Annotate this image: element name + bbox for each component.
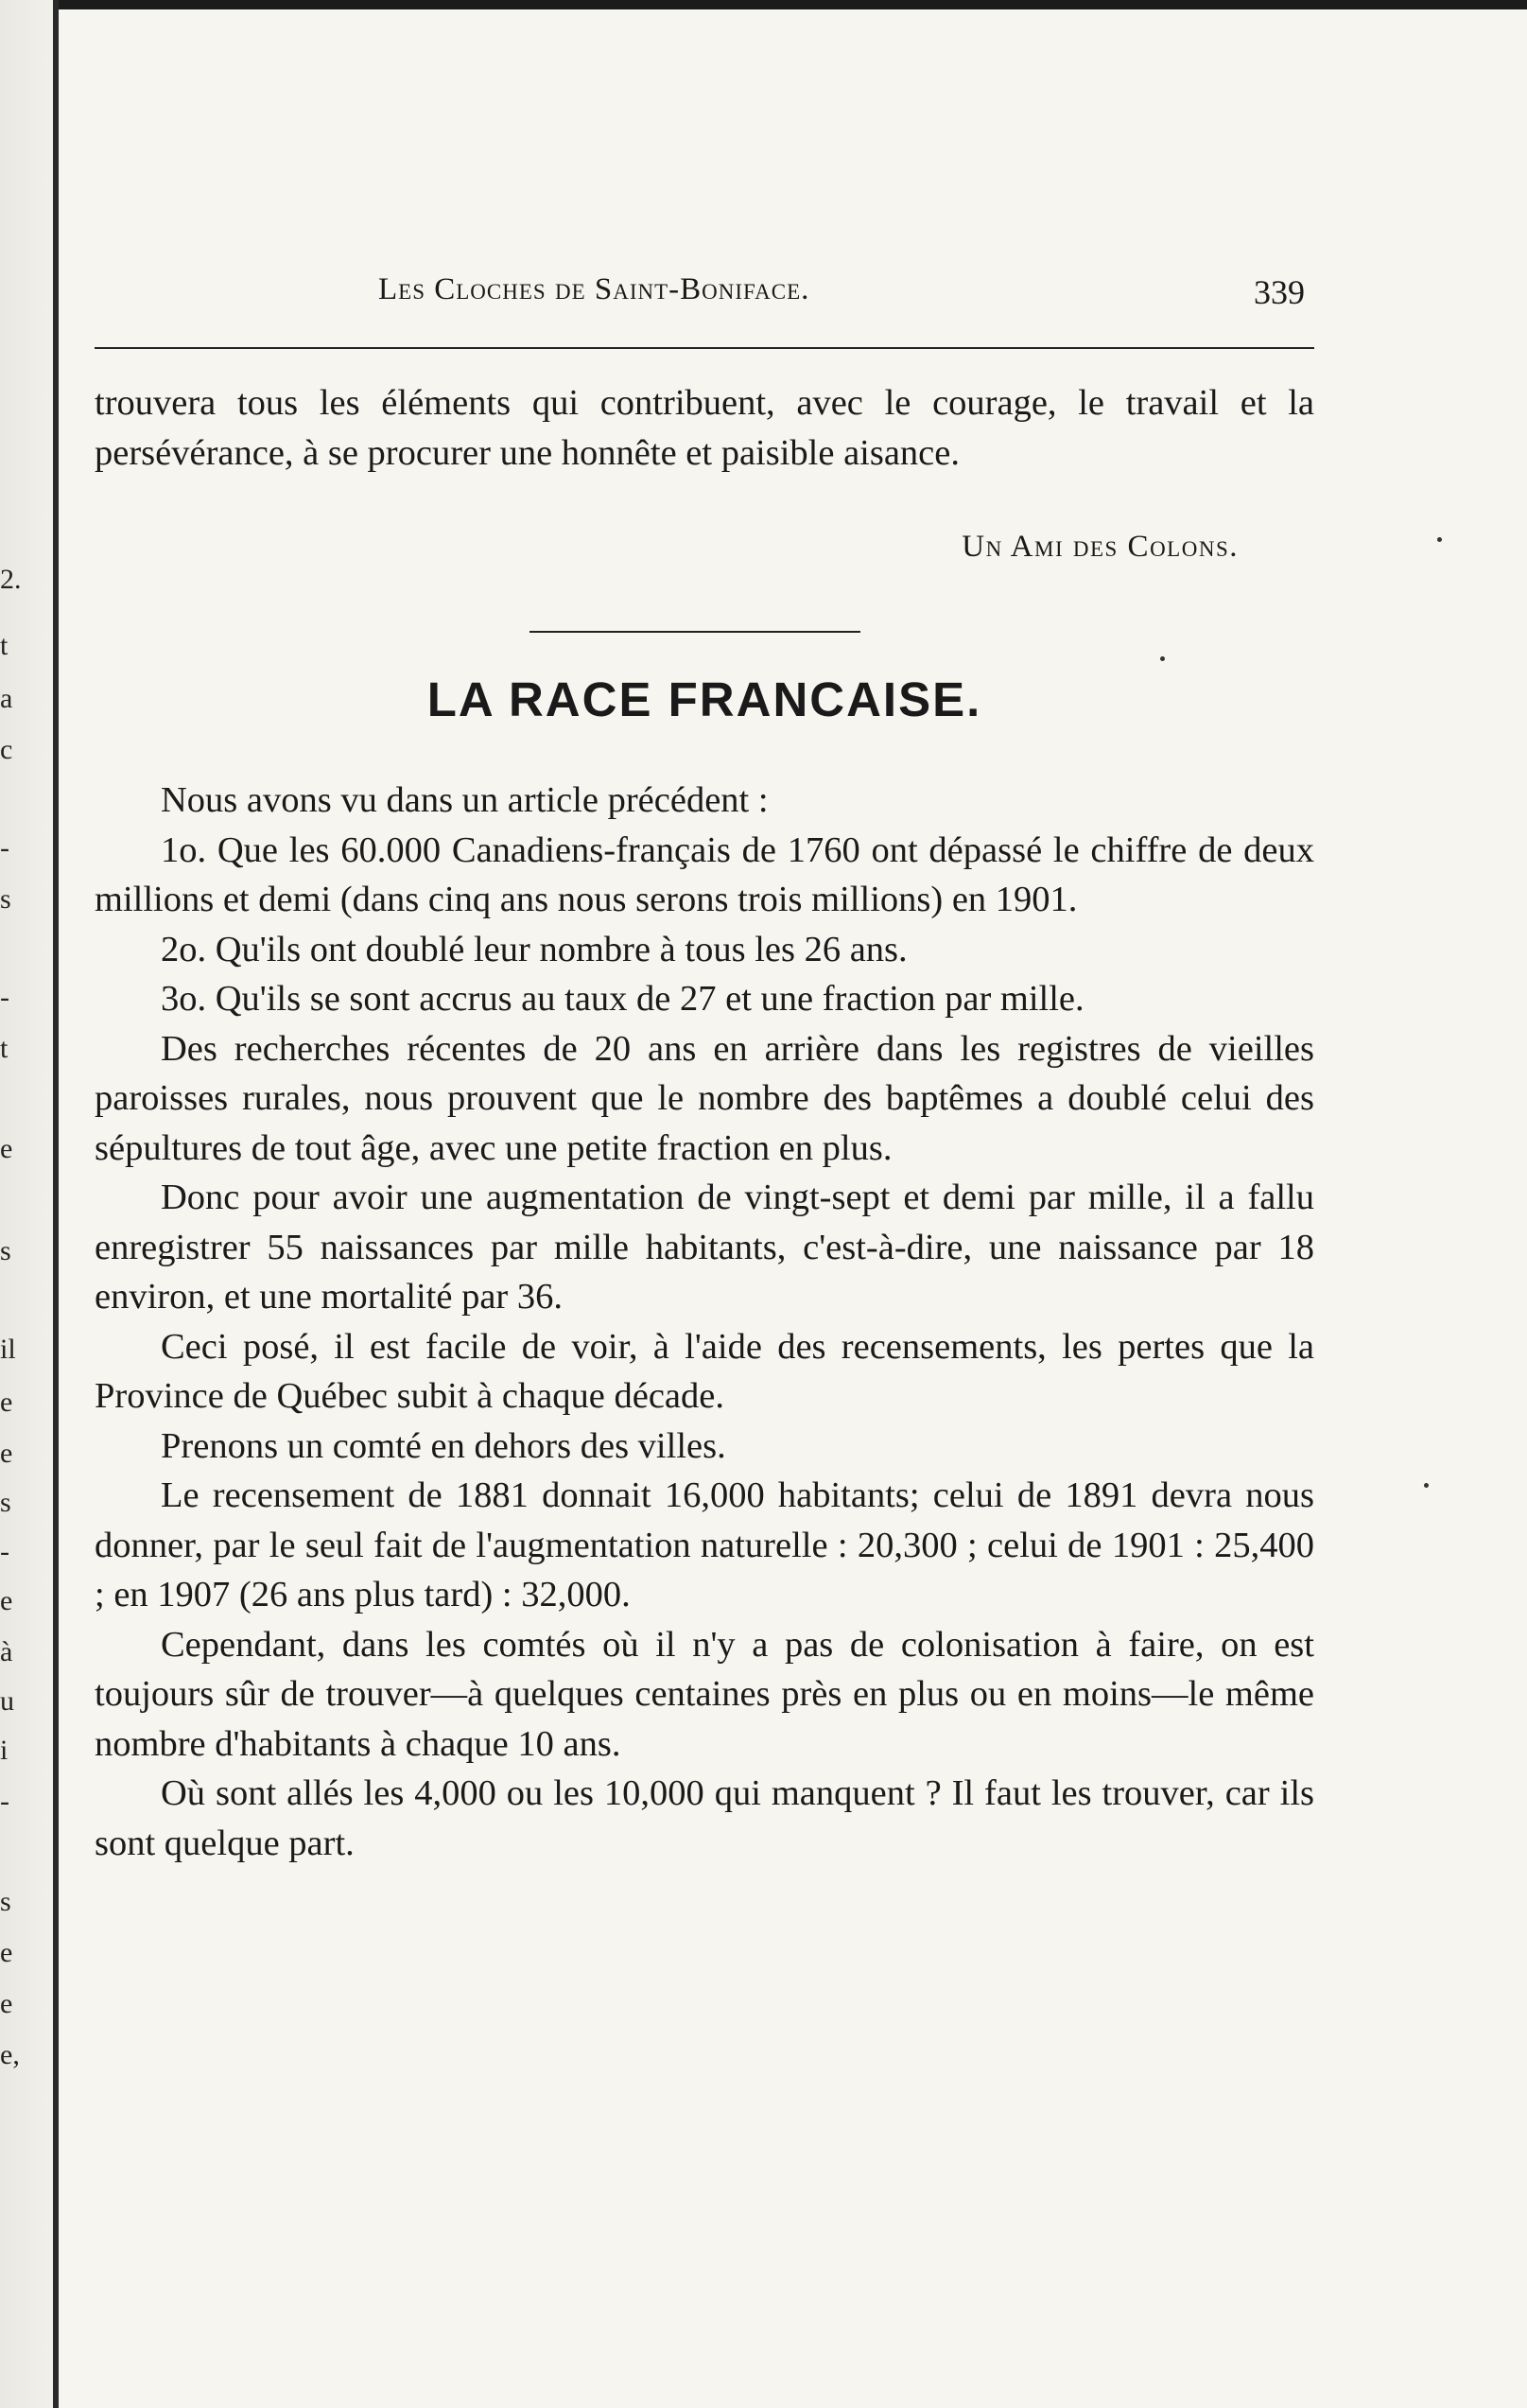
paragraph: 2o. Qu'ils ont doublé leur nombre à tous les 26 ans. <box>161 929 908 969</box>
print-speck <box>1437 537 1442 542</box>
margin-char: s <box>0 1886 11 1917</box>
paragraph: Donc pour avoir une augmentation de vingt-sept et demi par mille, il a fallu enregistrer 55 naissances par mille habitants, c'est-à-dire, une naissance par 18 environ, et une mortalité par 36. <box>95 1178 1314 1317</box>
continuation-text <box>95 378 1314 478</box>
margin-char: à <box>0 1636 13 1667</box>
book-page <box>95 0 1314 2408</box>
margin-char: i <box>0 1735 9 1766</box>
book-binding-line <box>53 0 59 2408</box>
page-header <box>95 272 1314 318</box>
paragraph: Des recherches récentes de 20 ans en arrière dans les registres de vieilles paroisses rurales, nous prouvent que le nombre des baptêmes a doublé celui des sépultures de tout âge, avec une petite fraction en plus. <box>95 1028 1314 1168</box>
margin-char: - <box>0 982 9 1013</box>
margin-char: e, <box>0 2039 20 2070</box>
margin-char: - <box>0 1786 9 1817</box>
signature: Un Ami des Colons. <box>962 530 1239 564</box>
margin-char: il <box>0 1334 16 1365</box>
section-divider <box>529 631 860 633</box>
margin-char: e <box>0 1133 13 1164</box>
paragraph: Nous avons vu dans un article précédent : <box>161 780 769 820</box>
margin-char: t <box>0 1033 9 1064</box>
margin-char: s <box>0 1487 11 1518</box>
margin-char: a <box>0 683 13 714</box>
paragraph: 1o. Que les 60.000 Canadiens-français de 1760 ont dépassé le chiffre de deux millions et demi (dans cinq ans nous serons trois millions) en 1901. <box>95 829 1314 919</box>
margin-char: s <box>0 1235 11 1266</box>
margin-char: - <box>0 832 9 864</box>
print-speck <box>1424 1483 1429 1488</box>
margin-char: - <box>0 1536 9 1567</box>
margin-char: c <box>0 734 13 765</box>
paragraph: 3o. Qu'ils se sont accrus au taux de 27 et une fraction par mille. <box>161 979 1085 1019</box>
margin-char: 2. <box>0 564 22 595</box>
continuation-paragraph: trouvera tous les éléments qui contribuent, avec le courage, le travail et la persévérance, à se procurer une honnête et paisible aisance. <box>95 383 1314 473</box>
margin-char: e <box>0 1438 13 1469</box>
margin-char: e <box>0 1387 13 1418</box>
page-number: 339 <box>1254 273 1305 311</box>
margin-char: e <box>0 1585 13 1616</box>
paragraph: Prenons un comté en dehors des villes. <box>161 1425 726 1466</box>
paragraph: Le recensement de 1881 donnait 16,000 habitants; celui de 1891 devra nous donner, par le seul fait de l'augmentation naturelle : 20,300 ; celui de 1901 : 25,400 ; en 1907 (26 ans plus tard) : 32,000. <box>95 1475 1314 1614</box>
header-rule <box>95 347 1314 349</box>
margin-char: u <box>0 1685 14 1717</box>
paragraph: Ceci posé, il est facile de voir, à l'aide des recensements, les pertes que la Province de Québec subit à chaque décade. <box>95 1326 1314 1416</box>
print-speck <box>1160 656 1165 661</box>
running-title: Les Cloches de Saint-Boniface. <box>378 272 810 306</box>
margin-char: t <box>0 630 9 661</box>
paragraph: Cependant, dans les comtés où il n'y a pas de colonisation à faire, on est toujours sûr de trouver—à quelques centaines près en plus ou en moins—le même nombre d'habitants à chaque 10 ans. <box>95 1624 1314 1764</box>
facing-page-margin <box>0 0 47 2408</box>
paragraph: Où sont allés les 4,000 ou les 10,000 qui manquent ? Il faut les trouver, car ils sont quelque part. <box>95 1773 1314 1863</box>
margin-char: e <box>0 1988 13 2019</box>
section-title: LA RACE FRANCAISE. <box>426 672 982 726</box>
margin-char: e <box>0 1937 13 1968</box>
article-body <box>95 776 1314 1868</box>
margin-char: s <box>0 883 11 915</box>
